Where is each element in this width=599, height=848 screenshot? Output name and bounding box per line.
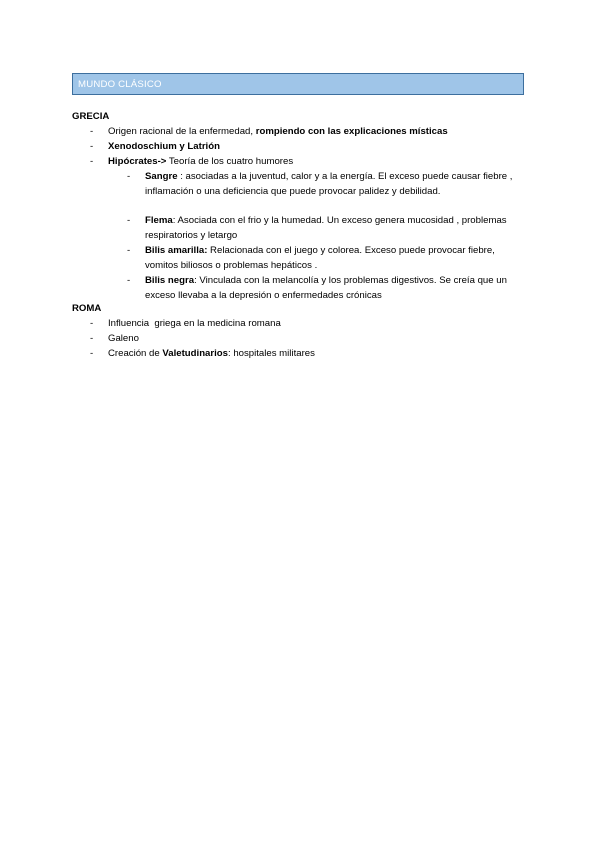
list-text	[108, 140, 220, 155]
humor-name: Flema	[145, 215, 173, 226]
list-bullet: -	[90, 333, 94, 344]
heading-roma: ROMA	[72, 303, 102, 314]
list-bold-text: Hipócrates->	[108, 156, 167, 167]
list-text: Creación de Valetudinarios: hospitales militares	[108, 348, 315, 359]
humor-text: Sangre : asociadas a la juventud, calor y a la energía. El exceso puede causar fiebre , inflamación o una deficiencia que puede provocar palidez y debilidad.	[145, 171, 513, 197]
sub-bullet: -	[127, 245, 131, 256]
banner-title: MUNDO CLÁSICO	[78, 79, 162, 90]
list-bullet: -	[90, 348, 94, 359]
list-bold-text: Valetudinarios	[162, 348, 228, 359]
humor-text: Bilis negra: Vinculada con la melancolía y los problemas digestivos. Se creía que un exceso llevaba a la depresión o enfermedades crónicas	[145, 275, 507, 301]
list-bullet: -	[90, 126, 94, 137]
list-text: Influencia griega en la medicina romana	[108, 318, 281, 329]
sub-bullet: -	[127, 171, 131, 182]
sub-bullet: -	[127, 215, 131, 226]
list-text: Hipócrates-> Teoría de los cuatro humores	[108, 156, 294, 167]
humor-text: Flema: Asociada con el frio y la humedad. Un exceso genera mucosidad , problemas respiratorios y letargo	[145, 215, 507, 241]
list-bold-text: Xenodoschium y Latrión	[108, 141, 220, 152]
humor-text: Bilis amarilla: Relacionada con el juego y colorea. Exceso puede provocar fiebre, vomitos biliosos o problemas hepáticos .	[145, 245, 495, 271]
list-bullet: -	[90, 318, 94, 329]
section-banner	[72, 73, 524, 95]
heading-grecia: GRECIA	[72, 111, 110, 122]
list-bullet: -	[90, 141, 94, 152]
sub-bullet: -	[127, 275, 131, 286]
list-text: Origen racional de la enfermedad, rompiendo con las explicaciones místicas	[108, 126, 448, 137]
list-bullet: -	[90, 156, 94, 167]
list-text: Galeno	[108, 333, 139, 344]
humor-name: Sangre	[145, 171, 178, 182]
list-bold-text: rompiendo con las explicaciones místicas	[253, 126, 448, 137]
humor-name: Bilis amarilla:	[145, 245, 208, 256]
humor-name: Bilis negra	[145, 275, 195, 286]
